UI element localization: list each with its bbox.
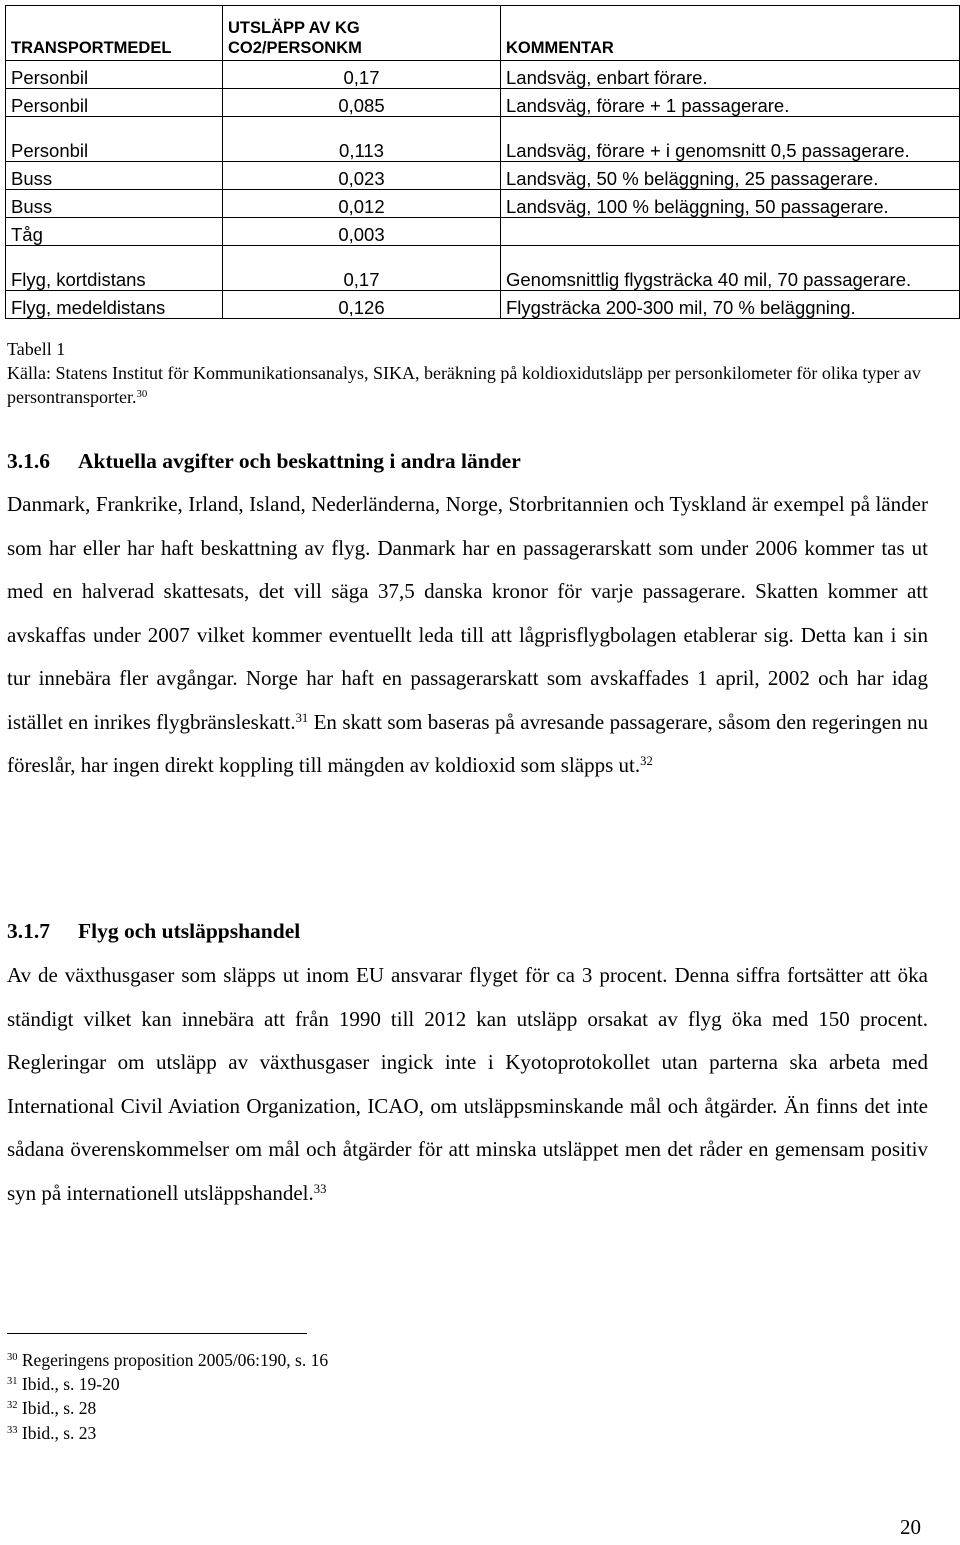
cell-emission: 0,113 bbox=[223, 117, 501, 162]
emissions-table bbox=[5, 5, 960, 319]
table-row bbox=[6, 162, 960, 190]
footnote-ref: 32 bbox=[640, 754, 653, 769]
footnote-number: 32 bbox=[7, 1400, 18, 1412]
footnotes bbox=[7, 1348, 328, 1445]
table-row bbox=[6, 291, 960, 319]
table-caption bbox=[7, 337, 947, 409]
cell-mode: Flyg, kortdistans bbox=[6, 246, 223, 291]
footnote-number: 33 bbox=[7, 1424, 18, 1436]
section-heading bbox=[7, 919, 300, 944]
footnote-ref: 33 bbox=[313, 1181, 327, 1196]
cell-emission: 0,17 bbox=[223, 61, 501, 89]
cell-emission: 0,023 bbox=[223, 162, 501, 190]
body-paragraph bbox=[7, 954, 928, 1215]
table-row bbox=[6, 89, 960, 117]
footnote-ref: 31 bbox=[295, 710, 309, 725]
cell-mode: Flyg, medeldistans bbox=[6, 291, 223, 319]
paragraph-text: Av de växthusgaser som släpps ut inom EU ansvarar flyget för ca 3 procent. Denna siffra fortsätter att öka ständigt vilket kan innebära att från 1990 till 2012 kan utsläpp orsakat av flyg öka med 150 procent. Regleringar om utsläpp av växthusgaser ingick inte i Kyotoprotokollet utan parterna ska arbeta med International Civil Aviation Organization, ICAO, om utsläppsminskande mål och åtgärder. Än finns det inte sådana överenskommelser om mål och åtgärder för att minska utsläppet men det råder en gemensam positiv syn på internationell utsläppshandel. bbox=[7, 963, 928, 1205]
section-heading bbox=[7, 449, 521, 474]
footnote-text: Ibid., s. 23 bbox=[21, 1422, 97, 1443]
table-row bbox=[6, 218, 960, 246]
page-number: 20 bbox=[900, 1515, 921, 1539]
cell-emission: 0,003 bbox=[223, 218, 501, 246]
cell-comment: Landsväg, förare + i genomsnitt 0,5 passagerare. bbox=[501, 117, 960, 162]
cell-mode: Tåg bbox=[6, 218, 223, 246]
cell-comment: Landsväg, förare + 1 passagerare. bbox=[501, 89, 960, 117]
caption-label: Tabell 1 bbox=[7, 339, 66, 359]
section-title: Aktuella avgifter och beskattning i andra länder bbox=[78, 449, 521, 473]
cell-emission: 0,17 bbox=[223, 246, 501, 291]
table-row bbox=[6, 117, 960, 162]
section-number: 3.1.6 bbox=[7, 449, 50, 473]
paragraph-text: Danmark, Frankrike, Irland, Island, Nederländerna, Norge, Storbritannien och Tyskland är exempel på länder som har eller har haft beskattning av flyg. Danmark har en passagerarskatt som under 2006 kommer tas ut med en halverad skattesats, det vill säga 37,5 danska kronor för varje passagerare. Skatten kommer att avskaffas under 2007 vilket kommer eventuellt leda till att lågprisflygbolagen etablerar sig. Detta kan i sin tur innebära fler avgångar. Norge har haft en passagerarskatt som avskaffades 1 april, 2002 och har idag istället en inrikes flygbränsleskatt. bbox=[7, 492, 928, 734]
footnote-text: Regeringens proposition 2005/06:190, s. 16 bbox=[21, 1350, 329, 1370]
table-row bbox=[6, 190, 960, 218]
footnote bbox=[7, 1396, 328, 1420]
footnote-separator bbox=[7, 1333, 307, 1334]
footnote-number: 31 bbox=[7, 1376, 18, 1388]
footnote bbox=[7, 1421, 328, 1445]
footnote bbox=[7, 1348, 328, 1372]
cell-comment: Landsväg, 100 % beläggning, 50 passagerare. bbox=[501, 190, 960, 218]
cell-emission: 0,126 bbox=[223, 291, 501, 319]
cell-comment: Flygsträcka 200-300 mil, 70 % beläggning. bbox=[501, 291, 960, 319]
header-transport: TRANSPORTMEDEL bbox=[6, 6, 223, 61]
cell-comment bbox=[501, 218, 960, 246]
table-row bbox=[6, 61, 960, 89]
table-header-row bbox=[6, 6, 960, 61]
cell-mode: Personbil bbox=[6, 61, 223, 89]
footnote-text: Ibid., s. 19-20 bbox=[21, 1374, 120, 1395]
caption-source: Källa: Statens Institut för Kommunikationsanalys, SIKA, beräkning på koldioxidutsläpp per personkilometer för olika typer av persontransporter. bbox=[7, 363, 921, 407]
section-number: 3.1.7 bbox=[7, 919, 50, 943]
footnote-number: 30 bbox=[7, 1352, 18, 1364]
footnote-text: Ibid., s. 28 bbox=[21, 1398, 97, 1419]
cell-mode: Buss bbox=[6, 190, 223, 218]
body-paragraph bbox=[7, 483, 928, 788]
section-title: Flyg och utsläppshandel bbox=[78, 919, 301, 943]
cell-mode: Personbil bbox=[6, 89, 223, 117]
footnote bbox=[7, 1372, 328, 1396]
cell-comment: Genomsnittlig flygsträcka 40 mil, 70 passagerare. bbox=[501, 246, 960, 291]
cell-comment: Landsväg, enbart förare. bbox=[501, 61, 960, 89]
footnote-ref: 30 bbox=[136, 388, 148, 401]
cell-comment: Landsväg, 50 % beläggning, 25 passagerare. bbox=[501, 162, 960, 190]
cell-mode: Buss bbox=[6, 162, 223, 190]
cell-emission: 0,085 bbox=[223, 89, 501, 117]
cell-emission: 0,012 bbox=[223, 190, 501, 218]
cell-mode: Personbil bbox=[6, 117, 223, 162]
table-row bbox=[6, 246, 960, 291]
header-comment: KOMMENTAR bbox=[501, 6, 960, 61]
caption-text bbox=[7, 361, 947, 409]
header-emission: UTSLÄPP AV KG CO2/PERSONKM bbox=[223, 6, 501, 61]
paragraph-text: En skatt som baseras på avresande passagerare, såsom den regeringen nu föreslår, har ingen direkt koppling till mängden av koldioxid som släpps ut. bbox=[7, 709, 929, 777]
